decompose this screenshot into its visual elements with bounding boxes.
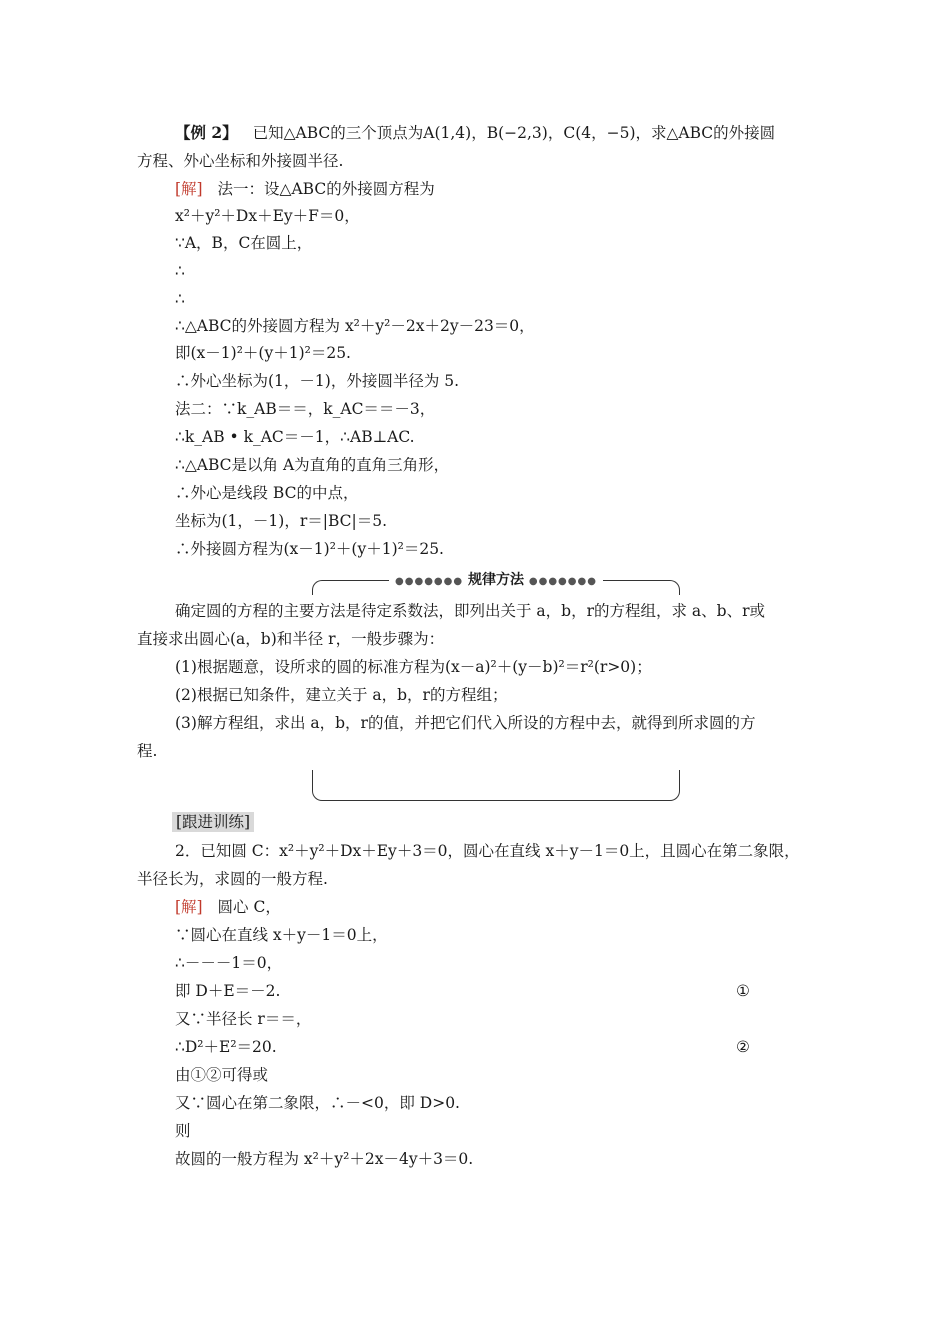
practice-answer-line2: ∵圆心在直线 x＋y－1＝0上， <box>175 926 388 944</box>
solution-line-7: ∴外心坐标为(1，－1)，外接圆半径为 5. <box>175 372 460 390</box>
solution-line-10: ∴△ABC是以角 A为直角的直角三角形， <box>175 456 450 474</box>
solution-line-12: 坐标为(1，－1)，r＝|BC|＝5. <box>175 512 387 530</box>
solution-line-9: ∴k_AB • k_AC＝－1，∴AB⊥AC. <box>175 428 415 446</box>
method-box-line2: 直接求出圆心(a，b)和半径 r，一般步骤为： <box>137 630 445 648</box>
method-box-line1: 确定圆的方程的主要方法是待定系数法，即列出关于 a，b，r的方程组，求 a、b、r或 <box>175 602 766 620</box>
method-box-bottom-frame <box>312 770 680 801</box>
example-problem-text: 已知△ABC的三个顶点为A(1,4)，B(−2,3)，C(4，−5)，求△ABC的外接圆 <box>252 124 776 142</box>
solution-line-5: ∴△ABC的外接圆方程为 x²＋y²－2x＋2y－23＝0， <box>175 317 535 335</box>
practice-answer-line3: ∴－－－1＝0， <box>175 954 283 972</box>
practice-question-line1: 2．已知圆 C：x²＋y²＋Dx＋Ey＋3＝0，圆心在直线 x＋y－1＝0上，且圆心在第二象限， <box>175 842 800 860</box>
solution-line-8: 法二：∵k_AB＝＝，k_AC＝＝－3， <box>175 400 436 418</box>
practice-answer-line1 <box>175 896 281 918</box>
solution-text: 法一：设△ABC的外接圆方程为 <box>217 180 435 198</box>
method-box-step3: (3)解方程组，求出 a，b，r的值，并把它们代入所设的方程中去，就得到所求圆的方 <box>175 714 756 732</box>
equation-marker-2: ② <box>736 1038 750 1056</box>
equation-marker-1: ① <box>736 982 750 1000</box>
example-problem-line2: 方程、外心坐标和外接圆半径. <box>137 152 344 170</box>
practice-answer-line8: 又∵圆心在第二象限，∴－<0，即 D>0. <box>175 1094 460 1112</box>
practice-question-line2: 半径长为，求圆的一般方程. <box>137 870 328 888</box>
solution-line-0 <box>175 178 435 200</box>
practice-answer-line4: 即 D＋E＝－2. <box>175 982 281 1000</box>
practice-answer-line10: 故圆的一般方程为 x²＋y²＋2x－4y＋3＝0. <box>175 1150 474 1168</box>
method-box-title: ●●●●●●● 规律方法 ●●●●●●● <box>312 570 680 592</box>
method-box-step2: (2)根据已知条件，建立关于 a，b，r的方程组； <box>175 686 508 704</box>
solution-line-6: 即(x－1)²＋(y＋1)²＝25. <box>175 344 351 362</box>
practice-badge: [跟进训练] <box>172 812 254 832</box>
solution-line-13: ∴外接圆方程为(x－1)²＋(y＋1)²＝25. <box>175 540 444 558</box>
method-box-step1: (1)根据题意，设所求的圆的标准方程为(x－a)²＋(y－b)²＝r²(r>0)； <box>175 658 652 676</box>
method-box-step3-cont: 程. <box>137 742 158 760</box>
practice-answer-line5: 又∵半径长 r＝＝， <box>175 1010 312 1028</box>
solution-line-2: ∵A，B，C在圆上， <box>175 234 313 252</box>
solution-tag: [解] <box>175 180 203 198</box>
solution-line-3: ∴ <box>175 262 185 280</box>
example-problem-line1 <box>175 122 775 144</box>
solution-line-11: ∴外心是线段 BC的中点， <box>175 484 359 502</box>
solution-line-4: ∴ <box>175 290 185 308</box>
practice-answer-line7: 由①②可得或 <box>175 1066 269 1084</box>
solution-line-1: x²＋y²＋Dx＋Ey＋F＝0， <box>175 207 360 225</box>
method-box-title-text: 规律方法 <box>468 572 524 588</box>
practice-solution-tag: [解] <box>175 898 203 916</box>
example-label: 【例 2】 <box>175 123 238 142</box>
practice-answer-line9: 则 <box>175 1122 191 1140</box>
practice-answer-line6: ∴D²＋E²＝20. <box>175 1038 277 1056</box>
practice-answer-text: 圆心 C， <box>217 898 281 916</box>
